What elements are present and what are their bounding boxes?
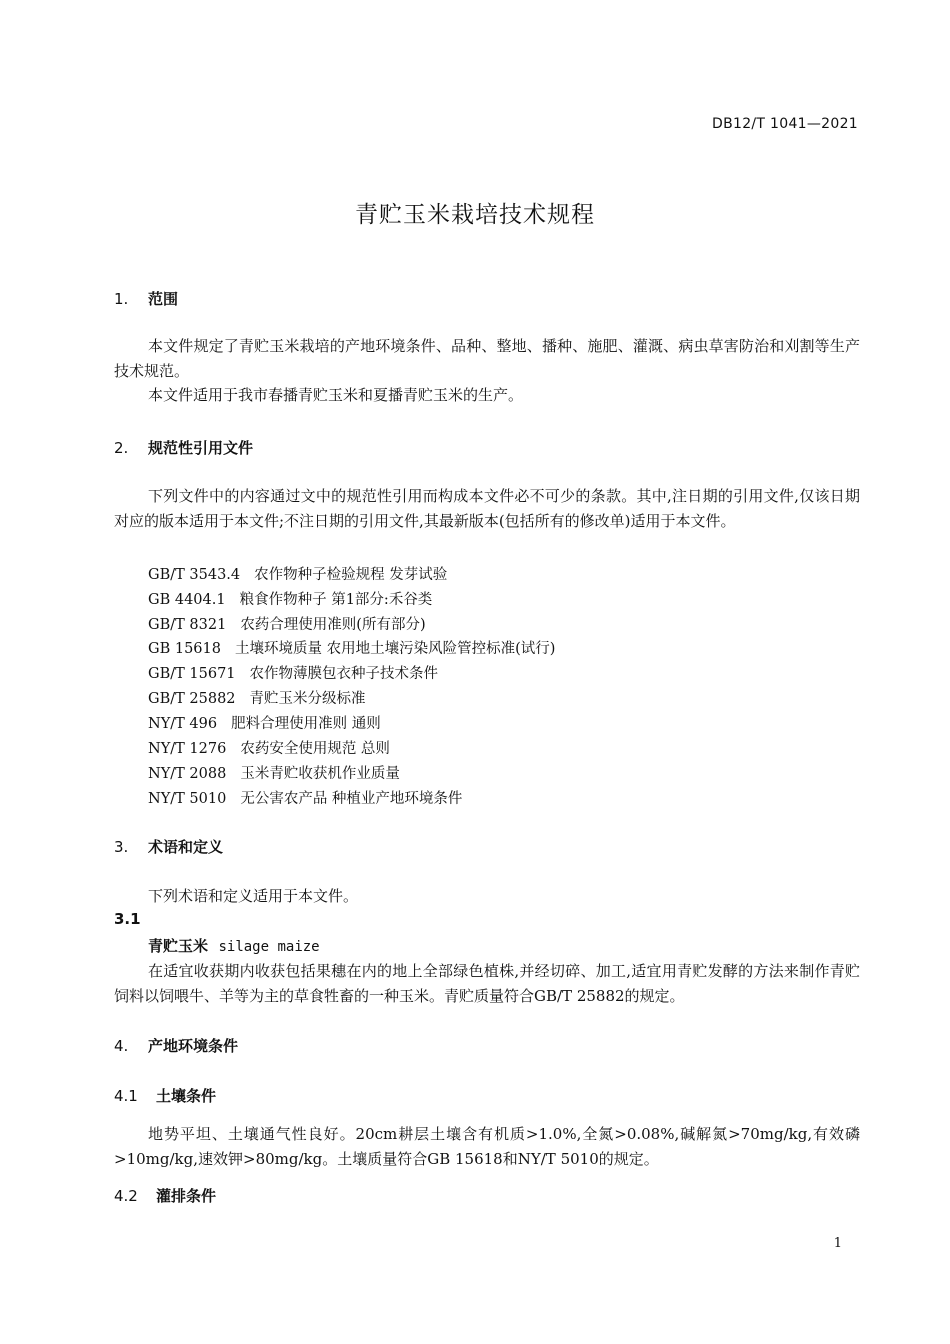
page-number: 1 xyxy=(833,1236,842,1251)
reference-item xyxy=(148,712,381,733)
subsection-title: 灌排条件 xyxy=(156,1187,217,1205)
reference-item xyxy=(148,563,447,584)
section-heading xyxy=(114,437,253,458)
reference-item xyxy=(148,637,555,658)
reference-code: GB/T 15671 xyxy=(148,666,236,682)
reference-code: GB 15618 xyxy=(148,641,221,657)
reference-title: 肥料合理使用准则 通则 xyxy=(231,716,381,732)
term-definition: 在适宜收获期内收获包括果穗在内的地上全部绿色植株,并经切碎、加工,适宜用青贮发酵的方法来制作青贮饲料以饲喂牛、羊等为主的草食牲畜的一种玉米。青贮质量符合GB/T 25882的规定。 xyxy=(114,962,860,1005)
section-title: 术语和定义 xyxy=(148,838,224,856)
reference-title: 土壤环境质量 农用地土壤污染风险管控标准(试行) xyxy=(234,641,556,657)
reference-code: GB/T 3543.4 xyxy=(148,567,241,583)
reference-item xyxy=(148,762,400,783)
term-name-en: silage maize xyxy=(218,939,320,955)
section-number: 1. xyxy=(114,290,129,308)
reference-title: 无公害农产品 种植业产地环境条件 xyxy=(240,791,463,807)
reference-item xyxy=(148,687,366,708)
term-number: 3.1 xyxy=(114,910,141,928)
reference-code: GB 4404.1 xyxy=(148,592,226,608)
reference-code: NY/T 1276 xyxy=(148,741,227,757)
subsection-heading xyxy=(114,1185,216,1206)
paragraph: 下列术语和定义适用于本文件。 xyxy=(148,887,359,905)
term-name-zh: 青贮玉米 xyxy=(148,937,209,955)
reference-code: GB/T 8321 xyxy=(148,617,227,633)
section-title: 范围 xyxy=(148,290,179,308)
reference-title: 玉米青贮收获机作业质量 xyxy=(240,766,400,782)
paragraph: 本文件适用于我市春播青贮玉米和夏播青贮玉米的生产。 xyxy=(148,386,524,404)
section-title: 产地环境条件 xyxy=(148,1037,239,1055)
section-heading xyxy=(114,1035,238,1056)
reference-item xyxy=(148,662,438,683)
subsection-heading xyxy=(114,1085,216,1106)
reference-code: NY/T 496 xyxy=(148,716,218,732)
term-heading xyxy=(148,935,320,956)
reference-title: 农药安全使用规范 总则 xyxy=(240,741,390,757)
reference-title: 农作物薄膜包衣种子技术条件 xyxy=(249,666,439,682)
document-title: 青贮玉米栽培技术规程 xyxy=(355,202,595,228)
document-code: DB12/T 1041—2021 xyxy=(712,116,858,132)
reference-code: NY/T 2088 xyxy=(148,766,227,782)
reference-item xyxy=(148,737,390,758)
section-heading xyxy=(114,288,178,309)
subsection-number: 4.1 xyxy=(114,1087,138,1105)
reference-title: 粮食作物种子 第1部分:禾谷类 xyxy=(239,592,433,608)
section-number: 3. xyxy=(114,838,129,856)
section-heading xyxy=(114,836,223,857)
paragraph: 地势平坦、土壤通气性良好。20cm耕层土壤含有机质>1.0%,全氮>0.08%,碱解氮>70mg/kg,有效磷>10mg/kg,速效钾>80mg/kg。土壤质量符合GB 15618和NY/T 5010的规定。 xyxy=(114,1125,860,1168)
reference-code: NY/T 5010 xyxy=(148,791,227,807)
reference-title: 农作物种子检验规程 发芽试验 xyxy=(254,567,448,583)
subsection-title: 土壤条件 xyxy=(156,1087,217,1105)
subsection-number: 4.2 xyxy=(114,1187,138,1205)
reference-code: GB/T 25882 xyxy=(148,691,236,707)
paragraph: 下列文件中的内容通过文中的规范性引用而构成本文件必不可少的条款。其中,注日期的引用文件,仅该日期对应的版本适用于本文件;不注日期的引用文件,其最新版本(包括所有的修改单)适用于本文件。 xyxy=(114,487,860,530)
reference-item xyxy=(148,787,462,808)
reference-item xyxy=(148,613,426,634)
reference-title: 青贮玉米分级标准 xyxy=(249,691,366,707)
paragraph: 本文件规定了青贮玉米栽培的产地环境条件、品种、整地、播种、施肥、灌溉、病虫草害防治和刈割等生产技术规范。 xyxy=(114,337,860,380)
section-title: 规范性引用文件 xyxy=(148,439,254,457)
reference-item xyxy=(148,588,432,609)
reference-title: 农药合理使用准则(所有部分) xyxy=(240,617,426,633)
section-number: 2. xyxy=(114,439,129,457)
section-number: 4. xyxy=(114,1037,129,1055)
